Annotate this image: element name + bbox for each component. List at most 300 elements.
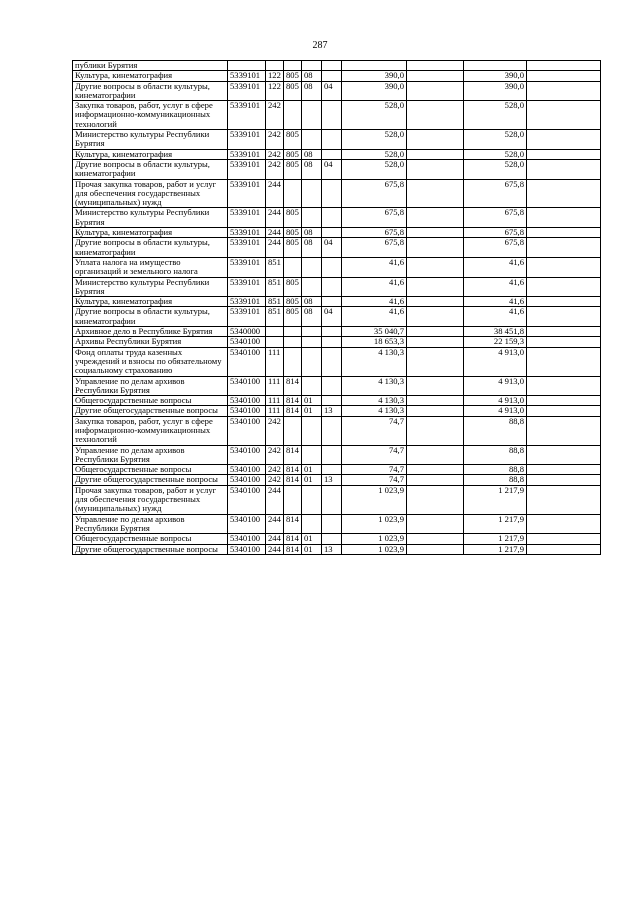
cell-expense-type: 244 xyxy=(266,179,284,208)
cell-name: публики Бурятия xyxy=(73,61,228,71)
cell-subsection: 13 xyxy=(322,475,342,485)
cell-name: Культура, кинематография xyxy=(73,297,228,307)
cell-amount-2: 88,8 xyxy=(464,416,527,445)
cell-amount-2: 4 913,0 xyxy=(464,347,527,376)
cell-amount-1: 675,8 xyxy=(342,179,407,208)
cell-subsection xyxy=(322,327,342,337)
cell-ministry-code: 805 xyxy=(284,297,302,307)
cell-target-code: 5339101 xyxy=(228,179,266,208)
cell-amount-1: 4 130,3 xyxy=(342,406,407,416)
cell-amount-2: 41,6 xyxy=(464,257,527,277)
cell-ministry-code xyxy=(284,416,302,445)
cell-amount-2: 88,8 xyxy=(464,445,527,465)
cell-empty xyxy=(407,544,464,554)
cell-target-code: 5340100 xyxy=(228,416,266,445)
cell-target-code: 5340100 xyxy=(228,445,266,465)
cell-amount-2: 528,0 xyxy=(464,149,527,159)
cell-empty xyxy=(527,297,601,307)
cell-subsection: 13 xyxy=(322,544,342,554)
cell-amount-2 xyxy=(464,61,527,71)
cell-section: 08 xyxy=(302,71,322,81)
cell-target-code: 5340100 xyxy=(228,534,266,544)
table-row xyxy=(73,307,601,327)
cell-section: 01 xyxy=(302,396,322,406)
cell-empty xyxy=(407,71,464,81)
cell-section xyxy=(302,485,322,514)
cell-empty xyxy=(527,307,601,327)
cell-amount-2: 4 913,0 xyxy=(464,376,527,396)
cell-amount-1: 18 653,3 xyxy=(342,337,407,347)
cell-name: Прочая закупка товаров, работ и услуг для обеспечения государственных (муниципальных) нужд xyxy=(73,485,228,514)
cell-section xyxy=(302,347,322,376)
cell-ministry-code: 814 xyxy=(284,475,302,485)
cell-expense-type: 244 xyxy=(266,228,284,238)
cell-target-code: 5340100 xyxy=(228,406,266,416)
cell-empty xyxy=(527,485,601,514)
cell-amount-1: 528,0 xyxy=(342,149,407,159)
cell-empty xyxy=(407,445,464,465)
cell-ministry-code xyxy=(284,347,302,376)
cell-amount-2: 528,0 xyxy=(464,130,527,150)
cell-amount-1: 41,6 xyxy=(342,277,407,297)
cell-target-code: 5339101 xyxy=(228,149,266,159)
cell-empty xyxy=(407,159,464,179)
cell-amount-2: 675,8 xyxy=(464,208,527,228)
cell-section xyxy=(302,61,322,71)
cell-expense-type: 244 xyxy=(266,544,284,554)
table-row xyxy=(73,149,601,159)
cell-amount-1: 74,7 xyxy=(342,465,407,475)
cell-amount-1: 528,0 xyxy=(342,101,407,130)
cell-expense-type xyxy=(266,337,284,347)
cell-empty xyxy=(527,208,601,228)
cell-target-code: 5339101 xyxy=(228,159,266,179)
cell-name: Другие общегосударственные вопросы xyxy=(73,544,228,554)
cell-subsection: 04 xyxy=(322,238,342,258)
cell-empty xyxy=(407,297,464,307)
cell-ministry-code xyxy=(284,61,302,71)
table-row xyxy=(73,277,601,297)
cell-target-code: 5339101 xyxy=(228,81,266,101)
cell-amount-1: 74,7 xyxy=(342,445,407,465)
cell-ministry-code: 805 xyxy=(284,228,302,238)
cell-section xyxy=(302,416,322,445)
cell-name: Общегосударственные вопросы xyxy=(73,396,228,406)
cell-section xyxy=(302,208,322,228)
cell-amount-2: 88,8 xyxy=(464,465,527,475)
cell-empty xyxy=(407,81,464,101)
cell-target-code: 5339101 xyxy=(228,101,266,130)
table-row xyxy=(73,101,601,130)
cell-amount-1: 74,7 xyxy=(342,475,407,485)
cell-ministry-code: 805 xyxy=(284,130,302,150)
table-row xyxy=(73,406,601,416)
table-row xyxy=(73,130,601,150)
cell-empty xyxy=(407,130,464,150)
cell-amount-2: 528,0 xyxy=(464,101,527,130)
cell-empty xyxy=(407,228,464,238)
cell-ministry-code: 814 xyxy=(284,534,302,544)
cell-empty xyxy=(527,228,601,238)
table-row xyxy=(73,228,601,238)
cell-section xyxy=(302,130,322,150)
cell-name: Архивное дело в Республике Бурятия xyxy=(73,327,228,337)
cell-ministry-code: 805 xyxy=(284,149,302,159)
cell-ministry-code: 814 xyxy=(284,406,302,416)
cell-name: Прочая закупка товаров, работ и услуг для обеспечения государственных (муниципальных) нужд xyxy=(73,179,228,208)
cell-empty xyxy=(407,347,464,376)
cell-subsection xyxy=(322,101,342,130)
cell-empty xyxy=(407,277,464,297)
cell-subsection xyxy=(322,71,342,81)
cell-subsection xyxy=(322,485,342,514)
cell-expense-type: 242 xyxy=(266,101,284,130)
cell-target-code: 5340100 xyxy=(228,475,266,485)
cell-subsection xyxy=(322,376,342,396)
cell-amount-2: 675,8 xyxy=(464,179,527,208)
cell-expense-type: 111 xyxy=(266,406,284,416)
cell-subsection xyxy=(322,257,342,277)
cell-amount-2: 38 451,8 xyxy=(464,327,527,337)
cell-empty xyxy=(527,130,601,150)
cell-target-code: 5339101 xyxy=(228,238,266,258)
cell-ministry-code: 805 xyxy=(284,238,302,258)
cell-empty xyxy=(527,514,601,534)
cell-section: 08 xyxy=(302,149,322,159)
cell-empty xyxy=(527,396,601,406)
cell-empty xyxy=(527,257,601,277)
table-row xyxy=(73,396,601,406)
cell-section: 01 xyxy=(302,534,322,544)
table-row xyxy=(73,465,601,475)
cell-expense-type: 122 xyxy=(266,71,284,81)
cell-target-code: 5340100 xyxy=(228,396,266,406)
cell-subsection: 04 xyxy=(322,307,342,327)
cell-name: Другие общегосударственные вопросы xyxy=(73,406,228,416)
cell-amount-2: 675,8 xyxy=(464,238,527,258)
cell-empty xyxy=(407,179,464,208)
cell-expense-type: 242 xyxy=(266,149,284,159)
cell-expense-type: 851 xyxy=(266,297,284,307)
cell-ministry-code: 805 xyxy=(284,307,302,327)
cell-amount-1: 528,0 xyxy=(342,130,407,150)
cell-name: Другие вопросы в области культуры, кинематографии xyxy=(73,238,228,258)
cell-amount-1: 74,7 xyxy=(342,416,407,445)
cell-empty xyxy=(407,238,464,258)
table-row xyxy=(73,81,601,101)
cell-expense-type: 242 xyxy=(266,130,284,150)
cell-empty xyxy=(527,337,601,347)
cell-expense-type: 851 xyxy=(266,307,284,327)
cell-empty xyxy=(527,238,601,258)
cell-amount-1: 675,8 xyxy=(342,228,407,238)
cell-name: Другие вопросы в области культуры, кинематографии xyxy=(73,159,228,179)
cell-section: 08 xyxy=(302,228,322,238)
budget-table xyxy=(72,60,601,555)
cell-expense-type: 244 xyxy=(266,238,284,258)
cell-ministry-code: 805 xyxy=(284,71,302,81)
cell-target-code: 5339101 xyxy=(228,307,266,327)
cell-section: 01 xyxy=(302,544,322,554)
cell-section xyxy=(302,179,322,208)
cell-expense-type: 851 xyxy=(266,257,284,277)
page-number: 287 xyxy=(312,40,328,51)
cell-name: Управление по делам архивов Республики Бурятия xyxy=(73,376,228,396)
cell-target-code: 5339101 xyxy=(228,257,266,277)
cell-subsection xyxy=(322,347,342,376)
cell-amount-1: 41,6 xyxy=(342,307,407,327)
table-row xyxy=(73,347,601,376)
cell-amount-2: 390,0 xyxy=(464,81,527,101)
cell-section xyxy=(302,101,322,130)
cell-subsection xyxy=(322,208,342,228)
cell-empty xyxy=(527,376,601,396)
cell-ministry-code: 814 xyxy=(284,465,302,475)
cell-name: Другие общегосударственные вопросы xyxy=(73,475,228,485)
cell-ministry-code: 814 xyxy=(284,544,302,554)
cell-subsection xyxy=(322,396,342,406)
cell-name: Общегосударственные вопросы xyxy=(73,534,228,544)
cell-target-code: 5340100 xyxy=(228,485,266,514)
cell-subsection xyxy=(322,534,342,544)
cell-empty xyxy=(407,485,464,514)
cell-amount-1: 675,8 xyxy=(342,208,407,228)
cell-empty xyxy=(407,396,464,406)
cell-expense-type: 242 xyxy=(266,445,284,465)
cell-empty xyxy=(527,327,601,337)
cell-section xyxy=(302,445,322,465)
cell-target-code: 5340100 xyxy=(228,514,266,534)
cell-target-code: 5339101 xyxy=(228,130,266,150)
cell-amount-1: 1 023,9 xyxy=(342,485,407,514)
cell-target-code: 5339101 xyxy=(228,228,266,238)
cell-subsection: 13 xyxy=(322,406,342,416)
cell-target-code xyxy=(228,61,266,71)
cell-amount-1: 4 130,3 xyxy=(342,376,407,396)
cell-name: Другие вопросы в области культуры, кинематографии xyxy=(73,81,228,101)
cell-empty xyxy=(407,465,464,475)
cell-expense-type: 244 xyxy=(266,514,284,534)
cell-subsection xyxy=(322,465,342,475)
table-body xyxy=(73,61,601,555)
cell-target-code: 5340100 xyxy=(228,376,266,396)
cell-amount-1: 41,6 xyxy=(342,297,407,307)
table-row xyxy=(73,71,601,81)
cell-section xyxy=(302,376,322,396)
cell-target-code: 5339101 xyxy=(228,71,266,81)
cell-name: Министерство культуры Республики Бурятия xyxy=(73,130,228,150)
cell-amount-1: 4 130,3 xyxy=(342,396,407,406)
cell-ministry-code: 805 xyxy=(284,81,302,101)
cell-subsection xyxy=(322,297,342,307)
cell-empty xyxy=(527,149,601,159)
cell-amount-1: 41,6 xyxy=(342,257,407,277)
cell-target-code: 5340100 xyxy=(228,544,266,554)
cell-section: 01 xyxy=(302,406,322,416)
cell-ministry-code: 814 xyxy=(284,445,302,465)
cell-expense-type: 111 xyxy=(266,396,284,406)
cell-name: Закупка товаров, работ, услуг в сфере информационно-коммуникационных технологий xyxy=(73,416,228,445)
cell-empty xyxy=(407,307,464,327)
cell-section xyxy=(302,337,322,347)
cell-amount-2: 390,0 xyxy=(464,71,527,81)
cell-name: Уплата налога на имущество организаций и земельного налога xyxy=(73,257,228,277)
cell-empty xyxy=(407,208,464,228)
cell-ministry-code xyxy=(284,101,302,130)
cell-amount-2: 1 217,9 xyxy=(464,544,527,554)
cell-subsection xyxy=(322,277,342,297)
cell-empty xyxy=(527,465,601,475)
cell-name: Культура, кинематография xyxy=(73,71,228,81)
table-row xyxy=(73,376,601,396)
cell-name: Министерство культуры Республики Бурятия xyxy=(73,277,228,297)
cell-empty xyxy=(407,337,464,347)
table-row xyxy=(73,297,601,307)
cell-empty xyxy=(527,475,601,485)
cell-empty xyxy=(527,416,601,445)
cell-subsection xyxy=(322,228,342,238)
cell-ministry-code: 805 xyxy=(284,277,302,297)
cell-empty xyxy=(527,406,601,416)
cell-empty xyxy=(407,257,464,277)
cell-ministry-code xyxy=(284,485,302,514)
cell-empty xyxy=(527,179,601,208)
cell-expense-type: 244 xyxy=(266,534,284,544)
cell-empty xyxy=(407,514,464,534)
cell-empty xyxy=(527,81,601,101)
cell-amount-2: 4 913,0 xyxy=(464,406,527,416)
table-row xyxy=(73,445,601,465)
cell-amount-2: 22 159,3 xyxy=(464,337,527,347)
table-row xyxy=(73,544,601,554)
cell-expense-type: 242 xyxy=(266,465,284,475)
cell-subsection xyxy=(322,149,342,159)
table-row xyxy=(73,327,601,337)
cell-subsection xyxy=(322,514,342,534)
cell-amount-1: 1 023,9 xyxy=(342,544,407,554)
cell-empty xyxy=(527,277,601,297)
table-row xyxy=(73,208,601,228)
cell-name: Культура, кинематография xyxy=(73,149,228,159)
cell-ministry-code xyxy=(284,337,302,347)
cell-amount-2: 88,8 xyxy=(464,475,527,485)
cell-amount-2: 41,6 xyxy=(464,307,527,327)
cell-expense-type: 242 xyxy=(266,159,284,179)
cell-expense-type: 244 xyxy=(266,485,284,514)
cell-expense-type xyxy=(266,61,284,71)
cell-name: Архивы Республики Бурятия xyxy=(73,337,228,347)
cell-section xyxy=(302,514,322,534)
cell-subsection xyxy=(322,445,342,465)
cell-ministry-code: 814 xyxy=(284,514,302,534)
cell-amount-1: 1 023,9 xyxy=(342,534,407,544)
table-row xyxy=(73,475,601,485)
cell-name: Общегосударственные вопросы xyxy=(73,465,228,475)
cell-empty xyxy=(407,406,464,416)
cell-section: 01 xyxy=(302,465,322,475)
table-row xyxy=(73,485,601,514)
cell-ministry-code: 805 xyxy=(284,159,302,179)
cell-subsection: 04 xyxy=(322,159,342,179)
cell-name: Другие вопросы в области культуры, кинематографии xyxy=(73,307,228,327)
cell-expense-type xyxy=(266,327,284,337)
table-row xyxy=(73,257,601,277)
cell-name: Управление по делам архивов Республики Бурятия xyxy=(73,445,228,465)
cell-name: Управление по делам архивов Республики Бурятия xyxy=(73,514,228,534)
cell-section: 01 xyxy=(302,475,322,485)
cell-section xyxy=(302,257,322,277)
cell-empty xyxy=(407,475,464,485)
cell-expense-type: 242 xyxy=(266,416,284,445)
cell-target-code: 5340100 xyxy=(228,465,266,475)
cell-target-code: 5339101 xyxy=(228,277,266,297)
cell-empty xyxy=(407,149,464,159)
cell-empty xyxy=(407,416,464,445)
cell-subsection xyxy=(322,179,342,208)
cell-section: 08 xyxy=(302,81,322,101)
cell-section xyxy=(302,327,322,337)
cell-section: 08 xyxy=(302,238,322,258)
table-row xyxy=(73,159,601,179)
cell-amount-2: 1 217,9 xyxy=(464,485,527,514)
table-row xyxy=(73,416,601,445)
cell-empty xyxy=(527,61,601,71)
cell-subsection xyxy=(322,130,342,150)
cell-amount-1: 675,8 xyxy=(342,238,407,258)
cell-amount-2: 528,0 xyxy=(464,159,527,179)
cell-amount-1 xyxy=(342,61,407,71)
cell-ministry-code xyxy=(284,257,302,277)
cell-amount-1: 35 040,7 xyxy=(342,327,407,337)
cell-empty xyxy=(527,71,601,81)
cell-name: Фонд оплаты труда казенных учреждений и взносы по обязательному социальному страхованию xyxy=(73,347,228,376)
cell-amount-1: 4 130,3 xyxy=(342,347,407,376)
cell-name: Министерство культуры Республики Бурятия xyxy=(73,208,228,228)
cell-section: 08 xyxy=(302,159,322,179)
cell-subsection xyxy=(322,416,342,445)
cell-amount-1: 390,0 xyxy=(342,71,407,81)
cell-amount-1: 1 023,9 xyxy=(342,514,407,534)
cell-empty xyxy=(407,101,464,130)
cell-subsection: 04 xyxy=(322,81,342,101)
cell-expense-type: 244 xyxy=(266,208,284,228)
cell-name: Культура, кинематография xyxy=(73,228,228,238)
cell-section: 08 xyxy=(302,297,322,307)
table-row xyxy=(73,179,601,208)
cell-expense-type: 111 xyxy=(266,347,284,376)
cell-empty xyxy=(527,544,601,554)
cell-amount-2: 675,8 xyxy=(464,228,527,238)
cell-subsection xyxy=(322,61,342,71)
cell-ministry-code: 814 xyxy=(284,396,302,406)
cell-empty xyxy=(527,534,601,544)
cell-empty xyxy=(527,101,601,130)
cell-empty xyxy=(407,376,464,396)
cell-expense-type: 851 xyxy=(266,277,284,297)
cell-ministry-code xyxy=(284,179,302,208)
table-row xyxy=(73,61,601,71)
cell-amount-2: 4 913,0 xyxy=(464,396,527,406)
cell-amount-2: 41,6 xyxy=(464,297,527,307)
cell-empty xyxy=(407,327,464,337)
cell-ministry-code: 805 xyxy=(284,208,302,228)
cell-amount-1: 528,0 xyxy=(342,159,407,179)
cell-target-code: 5340100 xyxy=(228,347,266,376)
cell-amount-2: 1 217,9 xyxy=(464,514,527,534)
cell-amount-1: 390,0 xyxy=(342,81,407,101)
cell-target-code: 5339101 xyxy=(228,208,266,228)
cell-amount-2: 1 217,9 xyxy=(464,534,527,544)
